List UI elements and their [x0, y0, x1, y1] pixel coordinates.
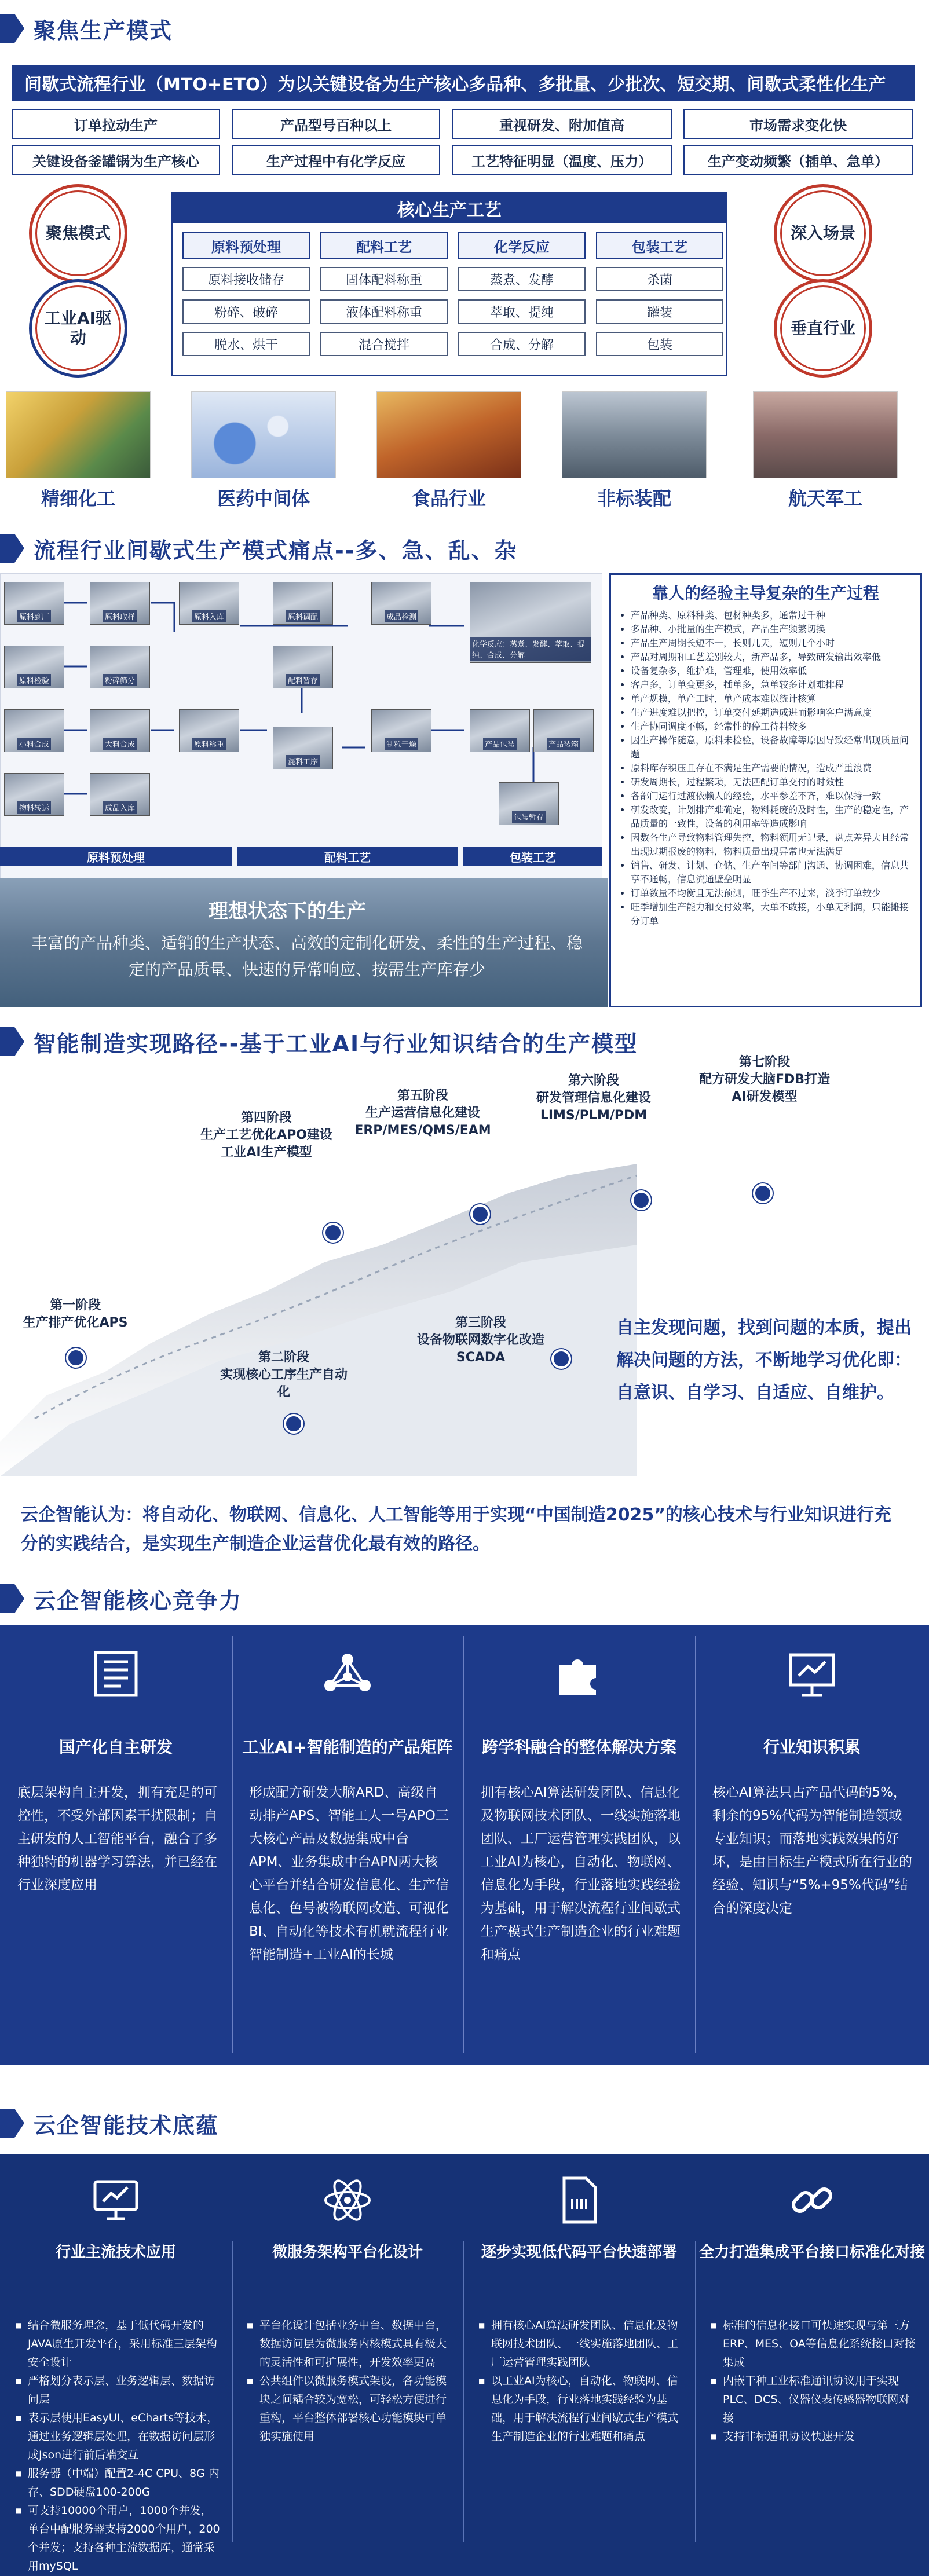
stage-1-marker	[66, 1348, 86, 1368]
industrial-ai-badge: 工业AI驱动	[29, 279, 127, 378]
tech-title: 全力打造集成平台接口标准化对接	[698, 2244, 925, 2261]
industry-label: 精细化工	[41, 488, 115, 510]
competency-description: 底层架构自主开发，拥有充足的可控性，不受外部因素干扰限制；自主研发的人工智能平台，融合了多种独特的机器学习算法，并已经在行业深度应用	[17, 1785, 217, 1893]
presentation-icon	[780, 1642, 844, 1706]
process-cell: 蒸煮、发酵	[458, 267, 586, 291]
core-process-title: 核心生产工艺	[173, 194, 726, 223]
competency-column	[0, 1625, 232, 2065]
flow-step: 原料入库	[179, 582, 239, 625]
section-marker-icon	[0, 1584, 24, 1613]
competency-title: 国产化自主研发	[58, 1738, 173, 1757]
competency-description: 拥有核心AI算法研发团队、信息化及物联网技术团队、一线实施落地团队、工厂运营管理实践团队，以工业AI为核心，自动化、物联网、信息化为手段，行业落地实践经验为基础，用于解决流程行业间歇式生产模式生产制造企业的行业难题和痛点	[481, 1785, 681, 1962]
process-cell: 合成、分解	[458, 332, 586, 356]
pain-item: • 生产进度难以把控，订单交付延期造成进而影响客户满意度	[631, 706, 912, 720]
core-process-panel	[171, 192, 727, 376]
section-marker-icon	[0, 534, 24, 563]
process-column	[458, 232, 586, 356]
stage-label: 包装工艺	[463, 847, 602, 866]
competency-description: 核心AI算法只占产品代码的5%，剩余的95%代码为智能制造领域专业知识；而落地实践效果的好坏，是由目标生产模式所在行业的经验、知识与“5%+95%代码”结合的深度决定	[712, 1785, 912, 1916]
feature-tag: 重视研发、附加值高	[452, 109, 672, 139]
network-icon	[316, 1642, 379, 1706]
flow-step: 物料转运	[4, 773, 64, 816]
tech-item: ■ 标准的信息化接口可快速实现与第三方ERP、MES、OA等信息化系统接口对接集成	[710, 2316, 919, 2372]
tech-item: ■ 内嵌干种工业标准通讯协议用于实现PLC、DCS、仪器仪表传感器物联网对接	[710, 2372, 919, 2427]
tech-column	[232, 2154, 463, 2576]
tech-title: 微服务架构平台化设计	[272, 2244, 423, 2261]
stage-5-marker	[470, 1204, 490, 1224]
feature-tag: 关键设备釜罐锅为生产核心	[12, 145, 220, 175]
tech-list	[710, 2316, 919, 2446]
stage-2-marker	[284, 1414, 303, 1434]
pain-item: • 生产协同调度不畅，经常性的停工待料较多	[631, 720, 912, 734]
pain-item: • 设备复杂多，维护难，管理难，使用效率低	[631, 664, 912, 678]
flow-step: 小料合成	[4, 709, 64, 752]
process-cell: 脱水、烘干	[182, 332, 310, 356]
stage-7: 第七阶段 配方研发大脑FDB打造AI研发模型	[698, 1055, 831, 1104]
section-title: 云企智能核心竞争力	[34, 1588, 243, 1614]
process-flow-diagram	[0, 573, 602, 880]
process-head: 原料预处理	[182, 232, 310, 259]
pain-item: • 各部门运行过渡依赖人的经验，水平参差不齐，难以保持一致	[631, 789, 912, 803]
vertical-industry-badge: 垂直行业	[774, 279, 872, 378]
section-header-path	[0, 1021, 638, 1062]
tech-item: ■ 表示层使用EasyUI、eCharts等技术，通过业务逻辑层处理，在数据访问层形成Json进行前后端交互	[15, 2409, 221, 2464]
pain-item: • 因生产操作随意，原料未检验，设备故障等原因导致经常出现质量问题	[631, 734, 912, 761]
tech-item: ■ 以工业AI为核心，自动化、物联网、信息化为手段，行业落地实践经验为基础，用于解决流程行业间歇式生产模式生产制造企业的行业难题和痛点	[478, 2372, 685, 2446]
stage-1: 第一阶段 生产排产优化APS	[23, 1298, 128, 1330]
pain-item: • 产品对周期和工艺差别较大，新产品多，导致研发输出效率低	[631, 650, 912, 664]
competency-column	[232, 1625, 463, 2065]
tech-list	[15, 2316, 221, 2575]
competency-description: 形成配方研发大脑ARD、高级自动排产APS、智能工人一号APO三大核心产品及数据集成中台APM、业务集成中台APN两大核心平台并结合研发信息化、生产信息化、色号被物联网改造、可视化BI、自动化等技术有机就流程行业智能制造+工业AI的长城	[249, 1785, 449, 1962]
monitor-icon	[88, 2172, 144, 2228]
tech-title: 逐步实现低代码平台快速部署	[481, 2244, 677, 2261]
pain-item: • 客户多，订单变更多，插单多，急单较多计划难排程	[631, 678, 912, 692]
flow-step: 原料取样	[90, 582, 150, 625]
section-title: 云企智能技术底蕴	[34, 2112, 220, 2138]
process-cell: 液体配料称重	[320, 299, 448, 324]
flow-step: 成品检测	[371, 582, 431, 625]
ideal-title: 理想状态下的生产	[209, 900, 366, 923]
section-title: 流程行业间歇式生产模式痛点--多、急、乱、杂	[34, 537, 518, 563]
section-header-pain	[0, 528, 518, 569]
process-cell: 萃取、提纯	[458, 299, 586, 324]
pain-item: • 单产规模，单产工时，单产成本难以统计核算	[631, 692, 912, 706]
process-cell: 杀菌	[596, 267, 723, 291]
assembly-image	[562, 391, 707, 478]
pain-item: • 订单数量不均衡且无法预测，旺季生产不过来，淡季订单较少	[631, 886, 912, 900]
tech-list	[478, 2316, 685, 2446]
flow-step: 粉碎筛分	[90, 646, 150, 688]
flow-step: 产品装箱	[533, 709, 594, 752]
tech-item: ■ 可支持10000个用户，1000个并发，单台中配服务器支持2000个用户，200个并发；支持各种主流数据库，通常采用mySQL	[15, 2501, 221, 2575]
stage-7-marker	[753, 1183, 773, 1203]
pain-item: • 产品生产周期长短不一，长则几天，短则几个小时	[631, 636, 912, 650]
stage-label: 原料预处理	[0, 847, 232, 866]
industry-label: 食品行业	[411, 488, 486, 510]
process-cell: 原料接收储存	[182, 267, 310, 291]
ai-capability-statement: 自主发现问题，找到问题的本质，提出解决问题的方法，不断地学习优化即：自意识、自学习、自适应、自维护。	[616, 1318, 912, 1403]
process-head: 包装工艺	[596, 232, 723, 259]
stage-6: 第六阶段 研发管理信息化建设LIMS/PLM/PDM	[536, 1073, 651, 1123]
tech-item: ■ 平台化设计包括业务中台、数据中台，数据访问层为微服务内核模式具有极大的灵活性和可扩展性，开发效率更高	[247, 2316, 453, 2372]
flow-step: 产品包装	[470, 709, 530, 752]
stage-6-marker	[631, 1190, 651, 1210]
competency-title: 行业知识积累	[763, 1738, 861, 1757]
feature-tag: 订单拉动生产	[12, 109, 220, 139]
code-icon	[551, 2172, 607, 2228]
pain-list	[619, 609, 912, 928]
tech-item: ■ 公共组件以微服务模式架设，各功能模块之间耦合较为宽松，可轻松方便进行重构，平台整体部署核心功能模块可单独实施使用	[247, 2372, 453, 2446]
process-cell: 混合搅拌	[320, 332, 448, 356]
feature-tag: 生产变动频繁（插单、急单）	[683, 145, 913, 175]
flow-step: 原料到厂	[4, 582, 64, 625]
deep-scene-badge: 深入场景	[774, 184, 872, 283]
aerospace-image	[753, 391, 898, 478]
flow-step: 原料检验	[4, 646, 64, 688]
feature-tag: 市场需求变化快	[683, 109, 913, 139]
tech-column	[463, 2154, 695, 2576]
tech-list	[247, 2316, 453, 2446]
section-title: 聚焦生产模式	[34, 17, 173, 43]
competency-column	[695, 1625, 929, 2065]
process-head: 配料工艺	[320, 232, 448, 259]
section-header-tech	[0, 2103, 219, 2143]
flow-step: 原料调配	[273, 582, 333, 625]
flow-step: 原料称重	[179, 709, 239, 752]
pharmaceutical-image	[191, 391, 336, 478]
flow-step: 大料合成	[90, 709, 150, 752]
competency-title: 工业AI+智能制造的产品矩阵	[242, 1738, 453, 1757]
atom-icon	[320, 2172, 375, 2228]
process-cell: 包装	[596, 332, 723, 356]
reaction-step: 化学反应：蒸煮、发酵、萃取、提纯、合成、分解	[470, 582, 591, 663]
process-cell: 罐装	[596, 299, 723, 324]
process-column	[596, 232, 723, 356]
tech-item: ■ 严格划分表示层、业务逻辑层、数据访问层	[15, 2372, 221, 2409]
tech-item: ■ 支持非标通讯协议快速开发	[710, 2427, 919, 2446]
flow-step: 制粒干燥	[371, 709, 431, 752]
tech-item: ■ 拥有核心AI算法研发团队、信息化及物联网技术团队、一线实施落地团队、工厂运营管理实践团队	[478, 2316, 685, 2372]
competency-panel	[0, 1625, 929, 2065]
process-cell: 固体配料称重	[320, 267, 448, 291]
industry-label: 航天军工	[788, 488, 862, 510]
section-marker-icon	[0, 1027, 24, 1056]
conclusion-note: 云企智能认为：将自动化、物联网、信息化、人工智能等用于实现“中国制造2025”的核心技术与行业知识进行充分的实践结合，是实现生产制造企业运营优化最有效的路径。	[0, 1490, 929, 1577]
flow-step: 配料暂存	[273, 646, 333, 688]
flow-step: 成品入库	[90, 773, 150, 816]
section-marker-icon	[0, 14, 24, 43]
stage-2: 第二阶段 实现核心工序生产自动化	[220, 1350, 348, 1399]
competency-title: 跨学科融合的整体解决方案	[481, 1738, 676, 1757]
process-head: 化学反应	[458, 232, 586, 259]
flow-step: 混料工序	[273, 727, 333, 769]
process-column	[182, 232, 310, 356]
pain-item: • 研发周期长，过程繁琐，无法匹配订单交付的时效性	[631, 775, 912, 789]
flow-step: 包装暂存	[499, 782, 559, 825]
tech-foundation-panel	[0, 2154, 929, 2576]
pain-title: 靠人的经验主导复杂的生产过程	[652, 584, 879, 603]
link-icon	[784, 2172, 840, 2228]
stage-5: 第五阶段 生产运营信息化建设ERP/MES/QMS/EAM	[354, 1089, 491, 1138]
process-cell: 粉碎、破碎	[182, 299, 310, 324]
pain-item: • 原料库存积压且存在不满足生产需要的情况，造成严重浪费	[631, 761, 912, 775]
stage-4: 第四阶段 生产工艺优化APO建设工业AI生产模型	[200, 1111, 332, 1160]
pain-item: • 销售、研发、计划、仓储、生产车间等部门沟通、协调困难，信息共享不通畅，信息流通壁垒明显	[631, 859, 912, 886]
section-marker-icon	[0, 2109, 24, 2138]
pain-item: • 产品种类、原料种类、包材种类多，通常过千种	[631, 609, 912, 622]
tech-title: 行业主流技术应用	[55, 2244, 176, 2261]
industry-label: 非标装配	[597, 488, 671, 510]
tech-item: ■ 服务器（中端）配置2-4C CPU、8G 内存、SDD硬盘100-200G	[15, 2464, 221, 2501]
pain-item: • 研发改变，计划排产难确定，物料耗废的及时性，生产的稳定性，产品质量的一致性，设备的利用率等造成影响	[631, 803, 912, 831]
process-column	[320, 232, 448, 356]
tech-column	[695, 2154, 929, 2576]
section-header-competency	[0, 1578, 242, 1619]
section-header-focus	[0, 8, 173, 49]
feature-tag: 工艺特征明显（温度、压力）	[452, 145, 672, 175]
fine-chemical-image	[6, 391, 151, 478]
pain-item: • 多品种、小批量的生产模式，产品生产频繁切换	[631, 622, 912, 636]
tech-item: ■ 结合微服务理念，基于低代码开发的JAVA原生开发平台，采用标准三层架构安全设计	[15, 2316, 221, 2372]
pain-item: • 旺季增加生产能力和交付效率，大单不敢接，小单无利润，只能摊接分订单	[631, 900, 912, 928]
stage-3-marker	[551, 1349, 571, 1369]
food-industry-image	[376, 391, 521, 478]
tech-column	[0, 2154, 232, 2576]
stage-4-marker	[323, 1223, 343, 1243]
feature-tag: 产品型号百种以上	[232, 109, 440, 139]
stage-3: 第三阶段 设备物联网数字化改造SCADA	[416, 1316, 544, 1365]
feature-tag: 生产过程中有化学反应	[232, 145, 440, 175]
stage-label: 配料工艺	[237, 847, 458, 866]
mode-banner: 间歇式流程行业（MTO+ETO）为以关键设备为生产核心多品种、多批量、少批次、短交期、间歇式柔性化生产	[12, 65, 915, 101]
industry-label: 医药中间体	[217, 488, 310, 510]
puzzle-icon	[547, 1642, 611, 1706]
pain-point-panel	[609, 573, 922, 1007]
competency-column	[463, 1625, 695, 2065]
focus-mode-badge: 聚焦模式	[29, 184, 127, 283]
ideal-description: 丰富的产品种类、适销的生产状态、高效的定制化研发、柔性的生产过程、稳定的产品质量、快速的异常响应、按需生产库存少	[31, 933, 583, 979]
pain-item: • 因数各生产导致物料管理失控，物料领用无记录，盘点差异大且经常出现过期报废的物料，物料质量出现异常也无法满足	[631, 831, 912, 859]
book-icon	[84, 1642, 148, 1706]
ideal-state-banner	[0, 878, 608, 1007]
section-title: 智能制造实现路径--基于工业AI与行业知识结合的生产模型	[34, 1031, 638, 1057]
